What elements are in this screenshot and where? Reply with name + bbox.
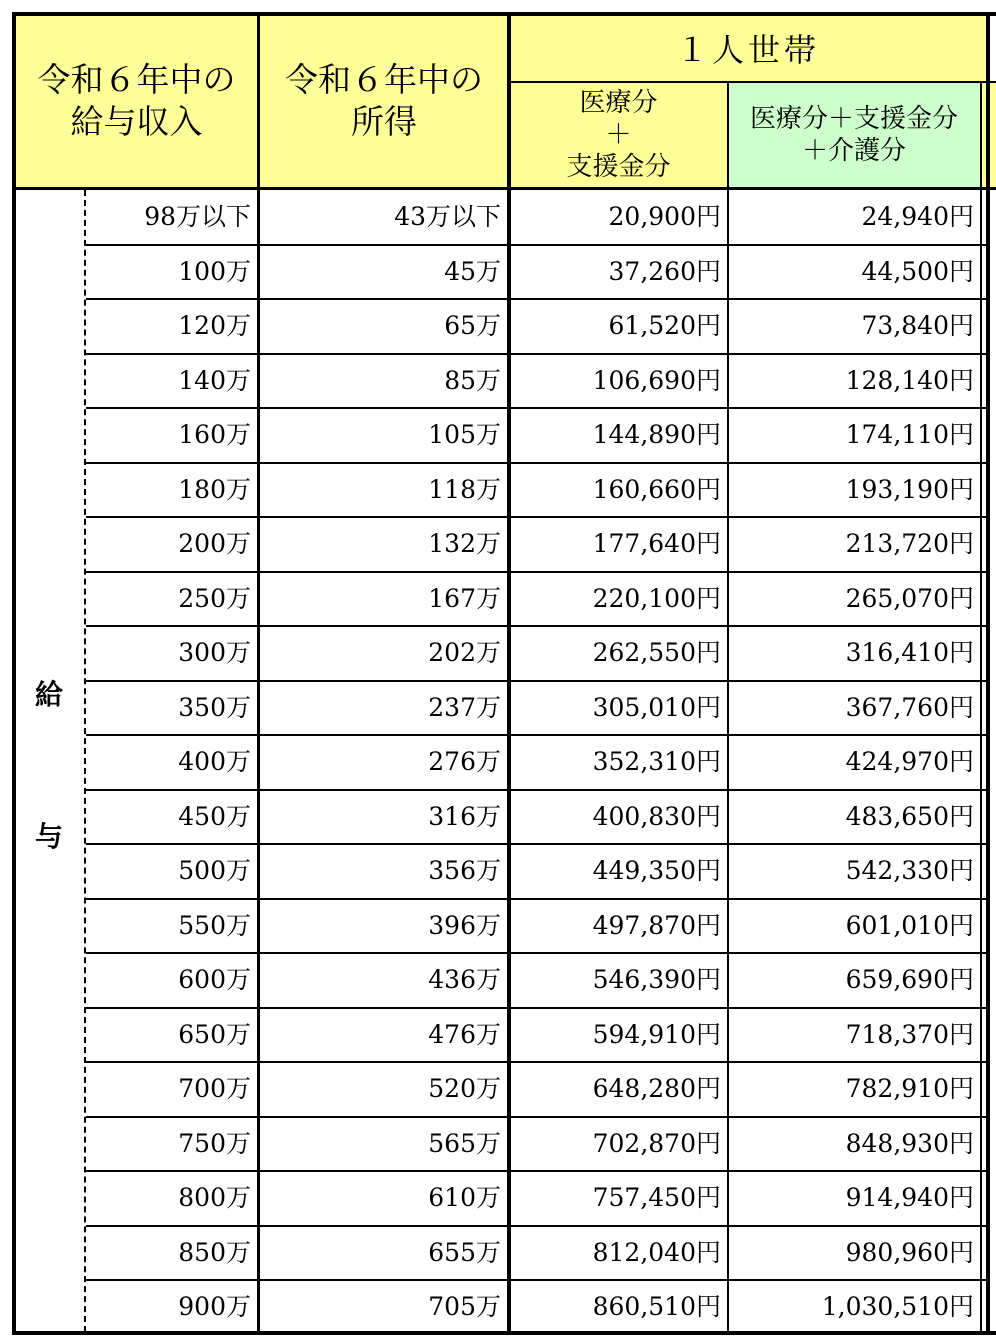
cell-medical-support-care: 659,690円 [845,965,974,994]
cell-salary-income: 300万 [178,638,251,667]
cell-salary-income: 750万 [178,1129,251,1158]
side-label-bottom: 与 [34,820,63,853]
cell-salary-income: 120万 [178,311,251,340]
col-line-shotoku [507,12,511,1335]
cell-medical-support-care: 73,840円 [861,311,974,340]
cell-medical-support: 497,870円 [592,911,721,940]
cell-income: 436万 [428,965,501,994]
row-divider [86,571,990,573]
cell-salary-income: 800万 [178,1183,251,1212]
cell-medical-support-care: 174,110円 [845,420,974,449]
cell-salary-income: 200万 [178,529,251,558]
col-line-kaigo [980,82,982,1335]
row-divider [86,462,990,464]
cell-medical-support: 144,890円 [592,420,721,449]
cell-salary-income: 650万 [178,1020,251,1049]
cell-medical-support-care: 601,010円 [845,911,974,940]
side-label-top: 給 [34,678,63,711]
row-divider [86,680,990,682]
cell-medical-support-care: 44,500円 [861,257,974,286]
row-divider [86,516,990,518]
cell-income: 202万 [428,638,501,667]
row-divider [86,1007,990,1009]
col-line-iryo [727,82,729,1335]
cell-income: 105万 [428,420,501,449]
cell-medical-support-care: 782,910円 [845,1074,974,1103]
cell-medical-support: 106,690円 [592,366,721,395]
row-divider [86,353,990,355]
col-line-right [986,12,990,1335]
cell-salary-income: 900万 [178,1292,251,1321]
cell-medical-support-care: 128,140円 [845,366,974,395]
cell-medical-support-care: 424,970円 [845,747,974,776]
cell-medical-support: 546,390円 [592,965,721,994]
row-divider [86,952,990,954]
cell-medical-support-care: 848,930円 [845,1129,974,1158]
row-divider [86,898,990,900]
cell-medical-support: 262,550円 [592,638,721,667]
cell-medical-support: 860,510円 [592,1292,721,1321]
cell-income: 476万 [428,1020,501,1049]
header-group-divider [509,81,996,83]
border-top [12,12,996,16]
cell-medical-support-care: 718,370円 [845,1020,974,1049]
cell-medical-support: 61,520円 [608,311,721,340]
row-divider [86,625,990,627]
cell-salary-income: 850万 [178,1238,251,1267]
cell-income: 132万 [428,529,501,558]
row-divider [86,789,990,791]
row-divider [86,1279,990,1281]
row-divider [86,843,990,845]
cell-income: 167万 [428,584,501,613]
cell-income: 237万 [428,693,501,722]
side-dashed-line [84,190,86,1332]
cell-income: 45万 [444,257,501,286]
cell-salary-income: 100万 [178,257,251,286]
cell-income: 396万 [428,911,501,940]
cell-income: 316万 [428,802,501,831]
cell-salary-income: 250万 [178,584,251,613]
cell-income: 565万 [428,1129,501,1158]
cell-income: 43万以下 [394,202,501,231]
cell-salary-income: 98万以下 [144,202,251,231]
cell-salary-income: 160万 [178,420,251,449]
cell-salary-income: 600万 [178,965,251,994]
row-divider [86,734,990,736]
cell-medical-support-care: 265,070円 [845,584,974,613]
cell-salary-income: 140万 [178,366,251,395]
cell-income: 118万 [428,475,501,504]
cell-medical-support: 648,280円 [592,1074,721,1103]
cell-medical-support: 37,260円 [608,257,721,286]
header-medical-support: 医療分 ＋ 支援金分 [509,82,728,188]
cell-medical-support: 177,640円 [592,529,721,558]
cell-income: 520万 [428,1074,501,1103]
cell-medical-support: 594,910円 [592,1020,721,1049]
cell-medical-support: 305,010円 [592,693,721,722]
cell-medical-support: 220,100円 [592,584,721,613]
cell-medical-support-care: 542,330円 [845,856,974,885]
cell-income: 356万 [428,856,501,885]
cell-medical-support-care: 914,940円 [845,1183,974,1212]
cell-salary-income: 400万 [178,747,251,776]
cell-medical-support: 449,350円 [592,856,721,885]
cell-salary-income: 550万 [178,911,251,940]
col-line-income [257,12,260,1335]
cell-medical-support-care: 24,940円 [861,202,974,231]
cell-income: 655万 [428,1238,501,1267]
cell-medical-support-care: 980,960円 [845,1238,974,1267]
cell-medical-support-care: 483,650円 [845,802,974,831]
cell-salary-income: 450万 [178,802,251,831]
header-salary-income: 令和６年中の 給与収入 [14,14,259,188]
cell-income: 85万 [444,366,501,395]
cell-income: 65万 [444,311,501,340]
row-divider [86,1170,990,1172]
cell-income: 276万 [428,747,501,776]
row-divider [86,1116,990,1118]
cell-medical-support: 160,660円 [592,475,721,504]
row-divider [86,1225,990,1227]
cell-salary-income: 700万 [178,1074,251,1103]
cell-medical-support: 702,870円 [592,1129,721,1158]
cell-medical-support-care: 367,760円 [845,693,974,722]
border-bottom [12,1331,996,1335]
cell-salary-income: 180万 [178,475,251,504]
cell-medical-support-care: 193,190円 [845,475,974,504]
row-divider [86,298,990,300]
cell-medical-support: 20,900円 [608,202,721,231]
cell-medical-support-care: 213,720円 [845,529,974,558]
row-divider [86,244,990,246]
header-bottom-border [12,187,996,190]
cell-income: 610万 [428,1183,501,1212]
header-single-household: １人世帯 [509,14,987,82]
cell-income: 705万 [428,1292,501,1321]
cell-salary-income: 350万 [178,693,251,722]
header-medical-support-care: 医療分＋支援金分 ＋介護分 [728,82,980,188]
cell-medical-support-care: 316,410円 [845,638,974,667]
cell-medical-support-care: 1,030,510円 [821,1292,974,1321]
cell-medical-support: 812,040円 [592,1238,721,1267]
cell-salary-income: 500万 [178,856,251,885]
row-divider [86,407,990,409]
cell-medical-support: 352,310円 [592,747,721,776]
header-income: 令和６年中の 所得 [259,14,509,188]
row-divider [86,1061,990,1063]
cell-medical-support: 757,450円 [592,1183,721,1212]
cell-medical-support: 400,830円 [592,802,721,831]
border-left [12,12,16,1335]
